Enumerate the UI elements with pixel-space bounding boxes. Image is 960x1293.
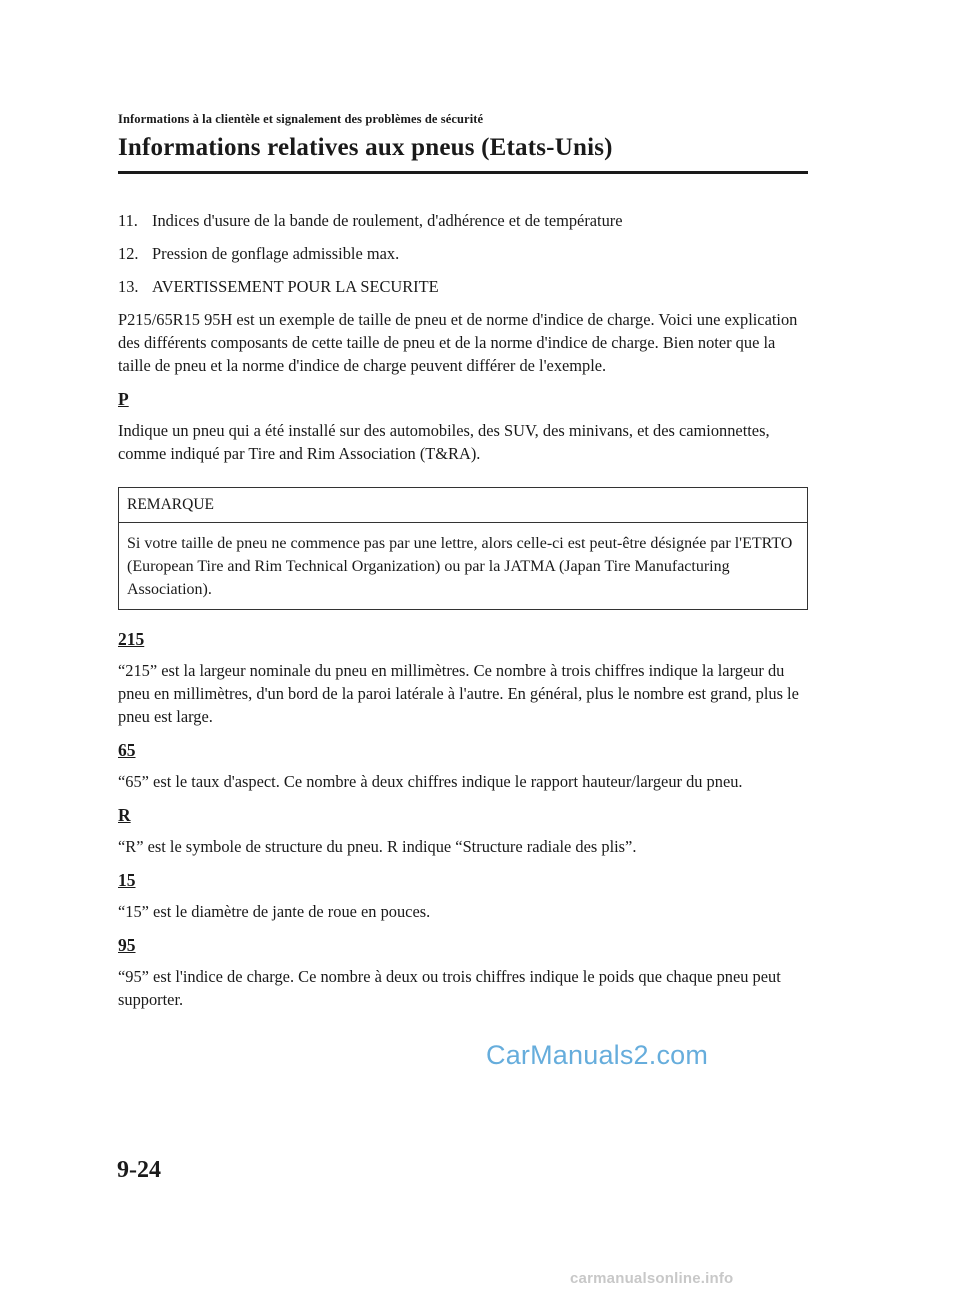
list-item (118, 275, 808, 298)
section-text-p: Indique un pneu qui a été installé sur des automobiles, des SUV, des minivans, et des camionnettes, comme indiqué par Tire and Rim Association (T&RA). (118, 421, 770, 463)
chapter-title: Informations relatives aux pneus (Etats-Unis) (118, 134, 613, 161)
running-head: Informations à la clientèle et signalement des problèmes de sécurité (118, 112, 484, 126)
list-item-text: Pression de gonflage admissible max. (152, 244, 400, 263)
section-text-215: “215” est la largeur nominale du pneu en millimètres. Ce nombre à trois chiffres indique la largeur du pneu en millimètres, d'un bord de la paroi latérale à l'autre. En général, plus le nombre est grand, plus le pneu est large. (118, 661, 799, 726)
intro-paragraph: P215/65R15 95H est un exemple de taille de pneu et de norme d'indice de charge. Voici une explication des différents composants de cette taille de pneu et de la norme d'indice de charge. Bien noter que la taille de pneu et la norme d'indice de charge peuvent différer de l'exemple. (118, 310, 798, 375)
remark-text: Si votre taille de pneu ne commence pas par une lettre, alors celle-ci est peut-être désignée par l'ETRTO (European Tire and Rim Technical Organization) ou par la JATMA (Japan Tire Manufacturing Association). (127, 535, 793, 598)
watermark-logo: CarManuals2.com (486, 1040, 709, 1070)
section-text-r: “R” est le symbole de structure du pneu. R indique “Structure radiale des plis”. (118, 837, 637, 856)
section-heading-95: 95 (118, 935, 136, 955)
section-text-95: “95” est l'indice de charge. Ce nombre à deux ou trois chiffres indique le poids que chaque pneu peut supporter. (118, 967, 781, 1009)
section-heading-15: 15 (118, 870, 136, 890)
section-text-65: “65” est le taux d'aspect. Ce nombre à deux chiffres indique le rapport hauteur/largeur du pneu. (118, 772, 743, 791)
list-item-number: 11. (118, 211, 138, 230)
section-heading-p: P (118, 389, 129, 409)
remark-box (118, 487, 808, 610)
list-item-text: AVERTISSEMENT POUR LA SECURITE (152, 277, 439, 296)
section-text-15: “15” est le diamètre de jante de roue en pouces. (118, 902, 431, 921)
list-item (118, 242, 808, 265)
list-item (118, 209, 808, 232)
list-item-text: Indices d'usure de la bande de roulement, d'adhérence et de température (152, 211, 623, 230)
title-rule (118, 171, 808, 174)
page-number: 9-24 (117, 1157, 161, 1183)
list-item-number: 13. (118, 277, 139, 296)
page-content (118, 209, 808, 1021)
section-heading-r: R (118, 805, 131, 825)
remark-title: REMARQUE (119, 488, 807, 523)
section-heading-65: 65 (118, 740, 136, 760)
list-item-number: 12. (118, 244, 139, 263)
section-heading-215: 215 (118, 629, 145, 649)
footer-watermark: carmanualsonline.info (570, 1270, 734, 1287)
